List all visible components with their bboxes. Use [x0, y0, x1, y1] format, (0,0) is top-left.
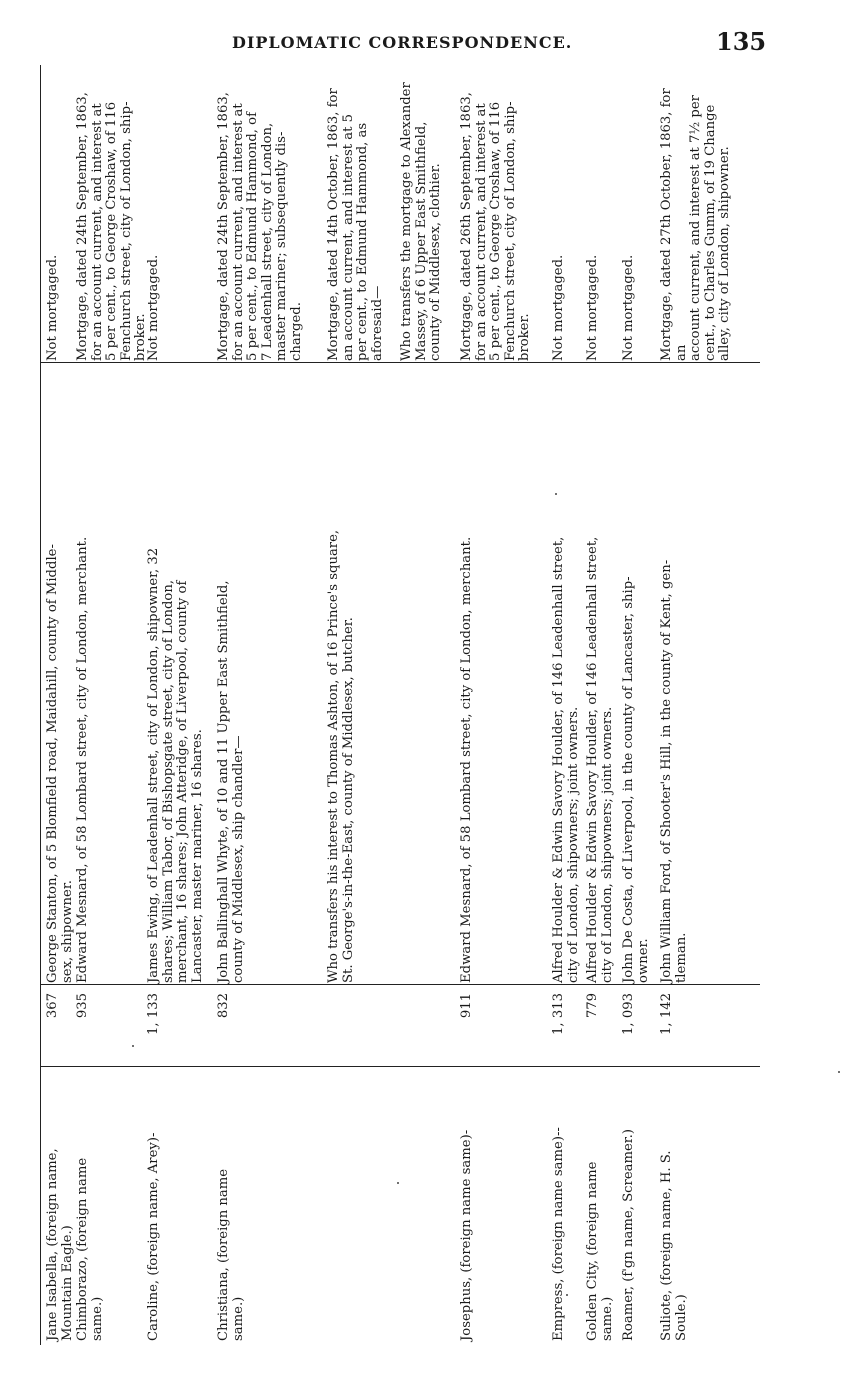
- scan-speck: [555, 493, 557, 495]
- tonnage-cell: 779: [585, 993, 600, 1019]
- owner-cell: Who transfers his interest to Thomas Ashton, of 16 Prince's square, St. George's-in-the-East, county of Middlesex, butcher.: [326, 529, 356, 983]
- ship-name-cell: Josephus, (foreign name same)-: [459, 1129, 474, 1341]
- owner-cell: John William Ford, of Shooter's Hill, in the county of Kent, gen- tleman.: [659, 559, 689, 983]
- page-header: [0, 25, 849, 65]
- mortgage-cell: Mortgage, dated 26th September, 1863, for an account current, and interest at 5 per cent., to George Croshaw, of 116 Fenchurch street, city of London, ship- broker.: [459, 92, 533, 361]
- mortgage-cell: Not mortgaged.: [146, 254, 161, 361]
- column-rule-owner-mortgage: [40, 362, 760, 363]
- register-table: [40, 65, 760, 1345]
- mortgage-cell: Not mortgaged.: [585, 254, 600, 361]
- ship-name-cell: Christiana, (foreign name same.): [216, 1168, 246, 1341]
- ship-name-cell: Caroline, (foreign name, Arey)-: [146, 1132, 161, 1341]
- scan-speck: [132, 1045, 134, 1047]
- mortgage-cell: Not mortgaged.: [551, 254, 566, 361]
- mortgage-cell: Who transfers the mortgage to Alexander Massey, of 6 Upper East Smithfield, county of Middlesex, clothier.: [399, 82, 444, 361]
- owner-cell: John De Costa, of Liverpool, in the county of Lancaster, ship- owner.: [621, 576, 651, 983]
- owner-cell: John Ballinghall Whyte, of 10 and 11 Upper East Smithfield, county of Middlesex, ship chandler—: [216, 580, 246, 983]
- tonnage-cell: 1, 313: [551, 993, 566, 1035]
- ship-name-cell: Chimborazo, (foreign name same.): [75, 1157, 105, 1341]
- owner-cell: Edward Mesnard, of 58 Lombard street, city of London, merchant.: [459, 536, 474, 983]
- owner-cell: Alfred Houlder & Edwin Savory Houlder, of 146 Leadenhall street, city of London, shipowners; joint owners.: [585, 536, 615, 983]
- ship-name-cell: Jane Isabella, (foreign name, Mountain Eagle.): [45, 1148, 75, 1341]
- ship-name-cell: Roamer, (f'gn name, Screamer.): [621, 1129, 636, 1341]
- tonnage-cell: 935: [75, 993, 90, 1019]
- mortgage-cell: Mortgage, dated 14th October, 1863, for an account current, and interest at 5 per cent., to Edmund Hammond, as aforesaid—: [326, 88, 385, 361]
- owner-cell: George Stanton, of 5 Blomfield road, Maidahill, county of Middle- sex, shipowner.: [45, 544, 75, 983]
- owner-cell: James Ewing, of Leadenhall street, city of London, shipowner, 32 shares; William Tabor, of Bishopsgate street, city of London, merchant, 16 shares; John Atteridge, of Liverpool, county of Lancaster, master mariner, 16 shares.: [146, 547, 205, 983]
- mortgage-cell: Mortgage, dated 24th September, 1863, for an account current, and interest at 5 per cent., to George Croshaw, of 116 Fenchurch street, city of London, ship- broker.: [75, 92, 149, 361]
- tonnage-cell: 1, 133: [146, 993, 161, 1035]
- mortgage-cell: Not mortgaged.: [45, 254, 60, 361]
- ship-name-cell: Golden City, (foreign name same.): [585, 1161, 615, 1341]
- scan-speck: [838, 1071, 840, 1073]
- table-top-rule: [40, 65, 41, 1345]
- tonnage-cell: 911: [459, 993, 474, 1019]
- tonnage-cell: 1, 142: [659, 993, 674, 1035]
- mortgage-cell: Mortgage, dated 27th October, 1863, for an account current, and interest at 7½ per cent., to Charles Gumm, of 19 Change alley, city of London, shipowner.: [659, 88, 733, 361]
- tonnage-cell: 1, 093: [621, 993, 636, 1035]
- ship-name-cell: Empress, (foreign name same)--: [551, 1127, 566, 1341]
- page-number: 135: [716, 27, 767, 56]
- owner-cell: Edward Mesnard, of 58 Lombard street, city of London, merchant.: [75, 536, 90, 983]
- mortgage-cell: Not mortgaged.: [621, 254, 636, 361]
- column-rule-tonnage-owner: [40, 984, 760, 985]
- tonnage-cell: 832: [216, 993, 231, 1019]
- ship-name-cell: Suliote, (foreign name, H. S. Soule.): [659, 1150, 689, 1341]
- scan-speck: [566, 1294, 568, 1296]
- owner-cell: Alfred Houlder & Edwin Savory Houlder, of 146 Leadenhall street, city of London, shipowners; joint owners.: [551, 536, 581, 983]
- running-head: DIPLOMATIC CORRESPONDENCE.: [232, 33, 573, 52]
- mortgage-cell: Mortgage, dated 24th September, 1863, for an account current, and interest at 5 per cent., to Edmund Hammond, of 7 Leadenhall street, city of London, master mariner; subsequently dis- charged.: [216, 92, 304, 361]
- scan-speck: [397, 1182, 399, 1184]
- tonnage-cell: 367: [45, 993, 60, 1019]
